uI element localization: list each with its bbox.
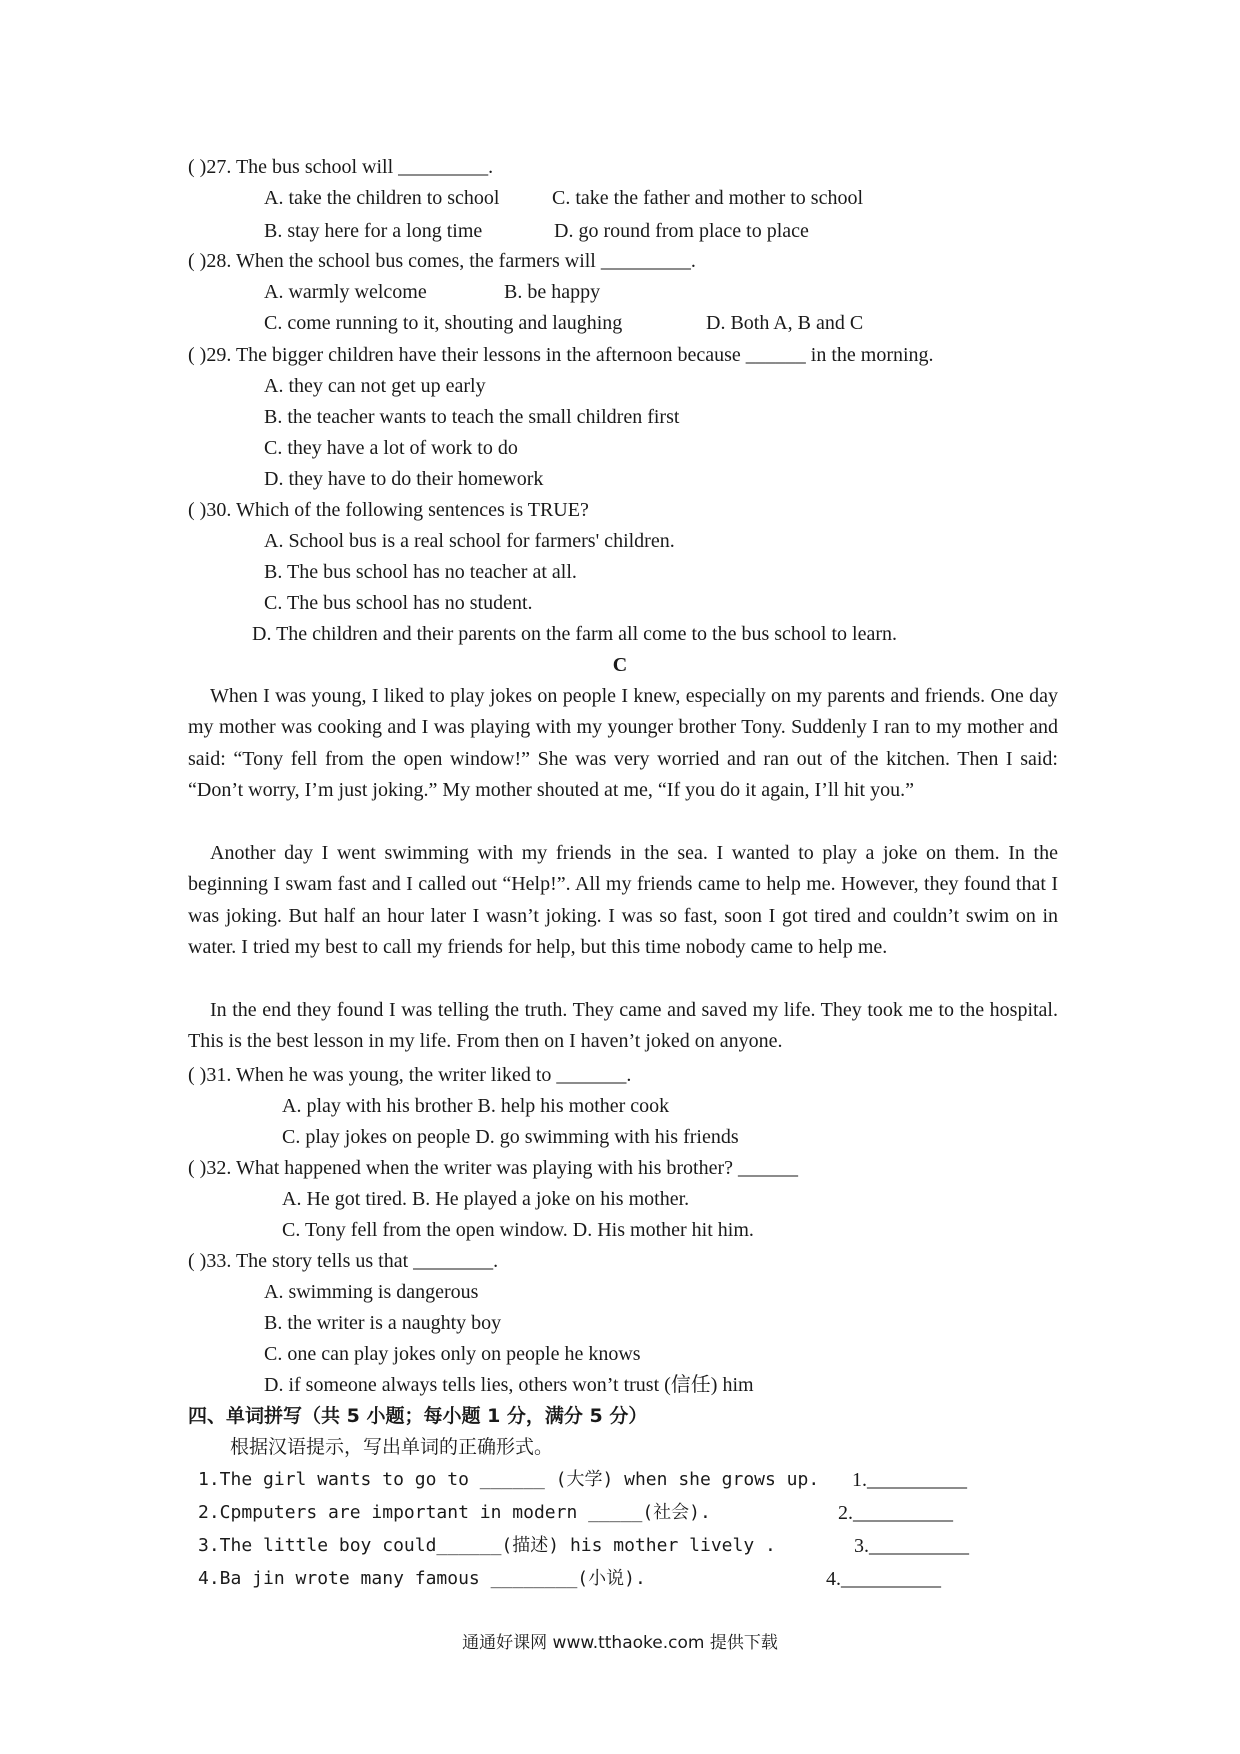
- question-29-stem: ( )29. The bigger children have their lessons in the afternoon because ______ in the morning.: [188, 344, 934, 366]
- q27-option-c: C. take the father and mother to school: [552, 187, 864, 209]
- passage-paragraph-3: [188, 995, 1058, 1058]
- question-31-stem: ( )31. When he was young, the writer liked to _______.: [188, 1064, 632, 1086]
- question-27-stem: ( )27. The bus school will _________.: [188, 156, 494, 178]
- spelling-answer-2: 2.__________: [838, 1502, 953, 1524]
- q29-option-b: B. the teacher wants to teach the small children first: [264, 406, 680, 428]
- spelling-item-2: 2.Cpmputers are important in modern _____(社会).: [198, 1502, 711, 1523]
- passage-paragraph-1: [188, 681, 1058, 806]
- q27-option-a: A. take the children to school: [264, 187, 500, 209]
- passage-paragraph-1-text: When I was young, I liked to play jokes on people I knew, especially on my parents and friends. One day my mother was cooking and I was playing with my younger brother Tony. Suddenly I ran to my mother and said: “Tony fell from the open window!” She was very worried and ran out of the kitchen. Then I said: “Don’t worry, I’m just joking.” My mother shouted at me, “If you do it again, I’ll hit you.”: [188, 685, 1058, 801]
- q27-option-b: B. stay here for a long time: [264, 220, 483, 242]
- spelling-answer-3: 3.__________: [854, 1535, 969, 1557]
- q29-option-c: C. they have a lot of work to do: [264, 437, 518, 459]
- q31-options-ab: A. play with his brother B. help his mother cook: [282, 1095, 670, 1117]
- q28-option-b: B. be happy: [504, 281, 601, 303]
- section-4-heading: 四、单词拼写（共 5 小题；每小题 1 分，满分 5 分）: [188, 1405, 648, 1427]
- question-33-stem: ( )33. The story tells us that ________.: [188, 1250, 499, 1272]
- q33-option-c: C. one can play jokes only on people he knows: [264, 1343, 641, 1365]
- section-c-label: C: [612, 654, 628, 676]
- q31-options-cd: C. play jokes on people D. go swimming with his friends: [282, 1126, 739, 1148]
- q33-option-d: D. if someone always tells lies, others won’t trust (信任) him: [264, 1374, 754, 1396]
- passage-paragraph-2-text: Another day I went swimming with my friends in the sea. I wanted to play a joke on them. In the beginning I swam fast and I called out “Help!”. All my friends came to help me. However, they found that I was joking. But half an hour later I wasn’t joking. I was so fast, soon I got tired and couldn’t swim on in water. I tried my best to call my friends for help, but this time nobody came to help me.: [188, 842, 1058, 958]
- spelling-item-3: 3.The little boy could______(描述) his mother lively .: [198, 1535, 776, 1556]
- q30-option-c: C. The bus school has no student.: [264, 592, 533, 614]
- q28-option-d: D. Both A, B and C: [706, 312, 864, 334]
- spelling-item-4: 4.Ba jin wrote many famous ________(小说).: [198, 1568, 646, 1589]
- passage-paragraph-3-text: In the end they found I was telling the truth. They came and saved my life. They took me to the hospital. This is the best lesson in my life. From then on I haven’t joked on anyone.: [188, 999, 1058, 1053]
- q32-options-cd: C. Tony fell from the open window. D. His mother hit him.: [282, 1219, 754, 1241]
- q30-option-d: D. The children and their parents on the farm all come to the bus school to learn.: [252, 623, 897, 645]
- q29-option-a: A. they can not get up early: [264, 375, 486, 397]
- section-4-instruction: 根据汉语提示，写出单词的正确形式。: [230, 1436, 554, 1458]
- q29-option-d: D. they have to do their homework: [264, 468, 544, 490]
- question-30-stem: ( )30. Which of the following sentences is TRUE?: [188, 499, 589, 521]
- q33-option-a: A. swimming is dangerous: [264, 1281, 479, 1303]
- q32-options-ab: A. He got tired. B. He played a joke on his mother.: [282, 1188, 690, 1210]
- q28-option-a: A. warmly welcome: [264, 281, 427, 303]
- page-footer: 通通好课网 www.tthaoke.com 提供下载: [462, 1633, 778, 1653]
- passage-paragraph-2: [188, 838, 1058, 963]
- q27-option-d: D. go round from place to place: [554, 220, 809, 242]
- q30-option-a: A. School bus is a real school for farmers' children.: [264, 530, 675, 552]
- spelling-item-1: 1.The girl wants to go to ______ (大学) when she grows up.: [198, 1469, 820, 1490]
- spelling-answer-1: 1.__________: [852, 1469, 967, 1491]
- spelling-answer-4: 4.__________: [826, 1568, 941, 1590]
- q28-option-c: C. come running to it, shouting and laughing: [264, 312, 623, 334]
- question-28-stem: ( )28. When the school bus comes, the farmers will _________.: [188, 250, 696, 272]
- question-32-stem: ( )32. What happened when the writer was playing with his brother? ______: [188, 1157, 799, 1179]
- q30-option-b: B. The bus school has no teacher at all.: [264, 561, 577, 583]
- q33-option-b: B. the writer is a naughty boy: [264, 1312, 502, 1334]
